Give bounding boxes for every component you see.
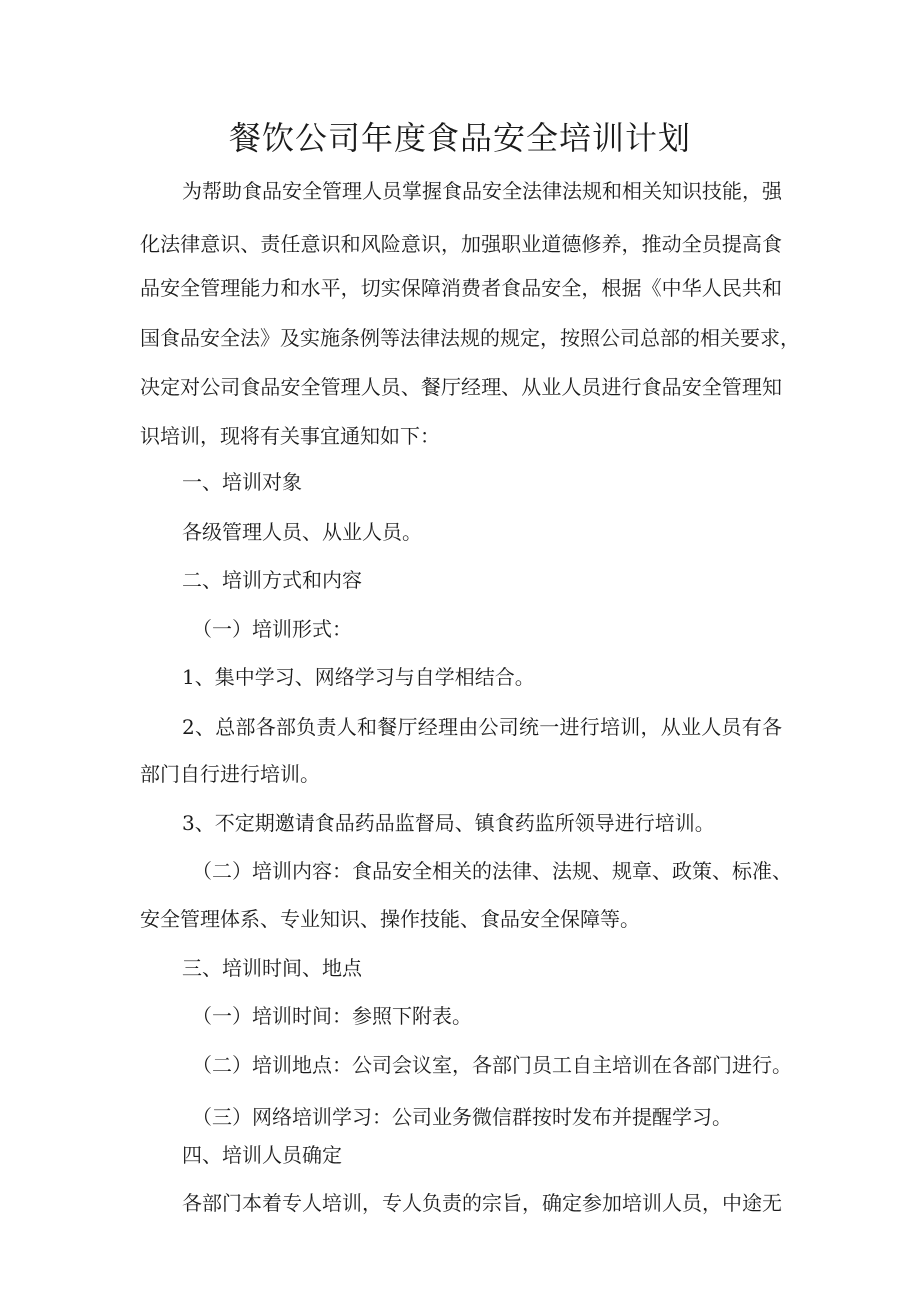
training-form-title: （一）培训形式： [192,617,352,641]
training-form-item-3: 3、不定期邀请食品药品监督局、镇食药监所领导进行培训。 [182,811,715,835]
intro-line-1: 为帮助食品安全管理人员掌握食品安全法律法规和相关知识技能，强 [182,179,782,203]
online-training: （三）网络培训学习：公司业务微信群按时发布并提醒学习。 [192,1105,732,1129]
training-place: （二）培训地点：公司会议室，各部门员工自主培训在各部门进行。 [192,1053,792,1077]
section-3-heading: 三、培训时间、地点 [182,956,362,980]
intro-line-3: 品安全管理能力和水平，切实保障消费者食品安全，根据《中华人民共和 [140,276,782,300]
intro-line-6: 识培训，现将有关事宜通知如下： [140,424,440,448]
document-title: 餐饮公司年度食品安全培训计划 [228,119,691,157]
section-4-heading: 四、培训人员确定 [182,1143,342,1167]
intro-line-2: 化法律意识、责任意识和风险意识，加强职业道德修养，推动全员提高食 [140,232,782,256]
training-time: （一）培训时间：参照下附表。 [192,1004,472,1028]
training-form-item-2-line-1: 2、总部各部负责人和餐厅经理由公司统一进行培训，从业人员有各 [182,715,782,739]
training-content-line-1: （二）培训内容：食品安全相关的法律、法规、规章、政策、标准、 [192,859,792,883]
section-2-heading: 二、培训方式和内容 [182,568,362,592]
section-1-heading: 一、培训对象 [182,470,302,494]
intro-line-5: 决定对公司食品安全管理人员、餐厅经理、从业人员进行食品安全管理知 [140,375,782,399]
intro-line-4: 国食品安全法》及实施条例等法律法规的规定，按照公司总部的相关要求， [140,326,800,350]
section-4-body-line-1: 各部门本着专人培训，专人负责的宗旨，确定参加培训人员，中途无 [182,1191,782,1215]
training-form-item-1: 1、集中学习、网络学习与自学相结合。 [182,665,535,689]
training-form-item-2-line-2: 部门自行进行培训。 [140,762,320,786]
training-content-line-2: 安全管理体系、专业知识、操作技能、食品安全保障等。 [140,907,640,931]
section-1-body: 各级管理人员、从业人员。 [182,520,422,544]
